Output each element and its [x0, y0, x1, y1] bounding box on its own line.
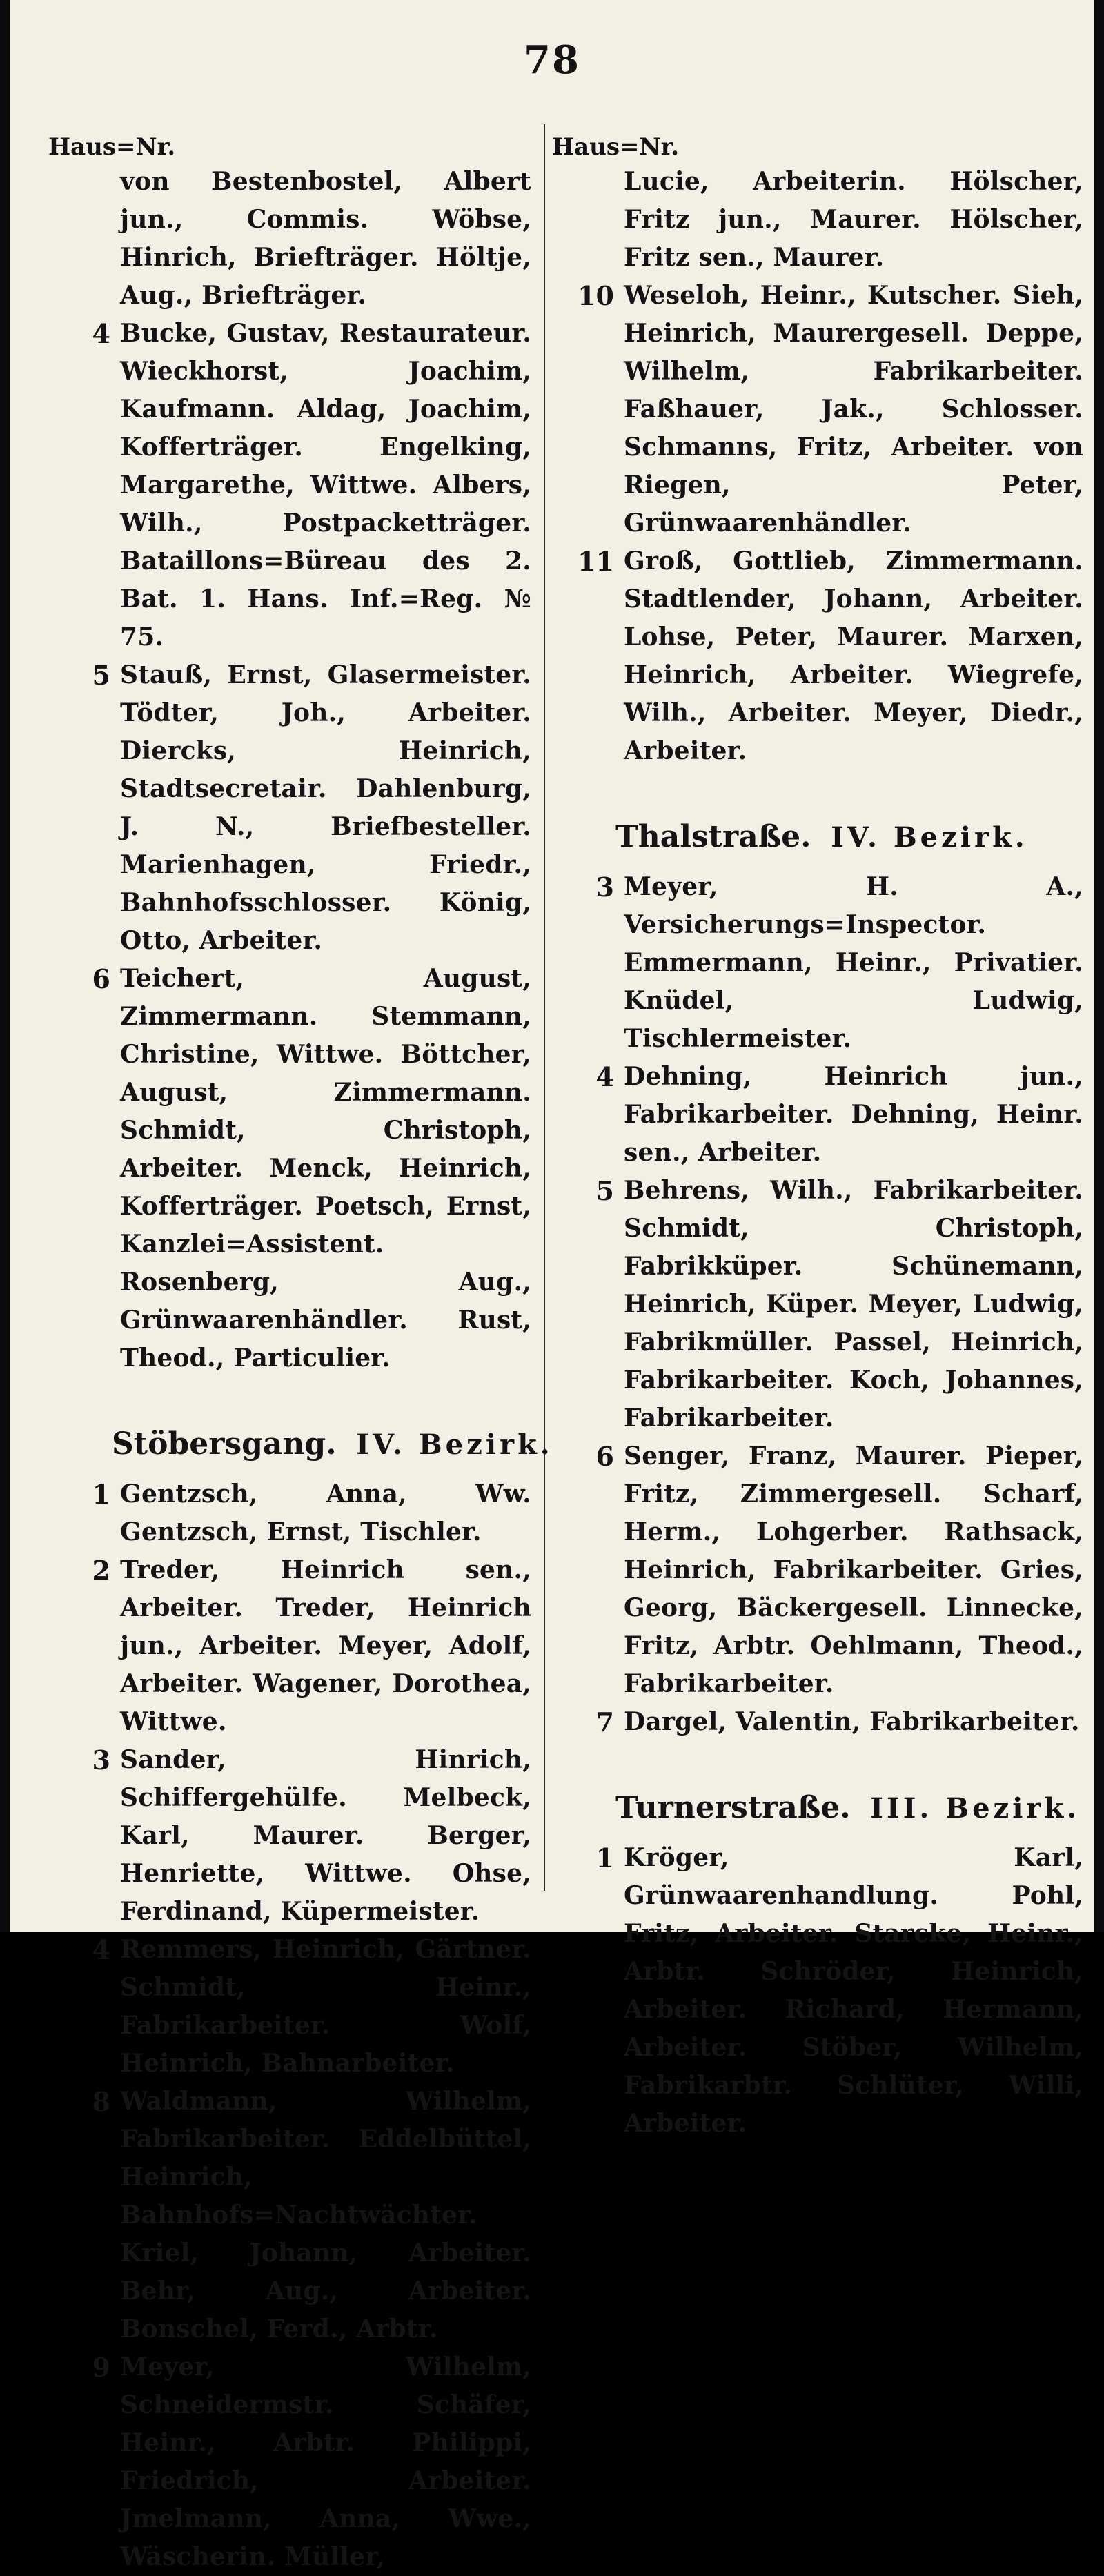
entry-text: Senger, Franz, Maurer. Pieper, Fritz, Zimmergesell. Scharf, Herm., Lohgerber. Rathsack, Heinrich, Fabrikarbeiter. Gries, Georg, Bäckergesell. Linnecke, Fritz, Arbtr. Oehlmann, Theod., Fabrikarbeiter.	[624, 1442, 1083, 1698]
house-entry	[55, 315, 531, 656]
house-entry	[55, 1551, 531, 1741]
house-number: 6	[595, 1441, 614, 1472]
entry-text: Meyer, H. A., Versicherungs=Inspector. Emmermann, Heinr., Privatier. Knüdel, Ludwig, Tischlermeister.	[624, 872, 1083, 1053]
house-number: 10	[578, 280, 614, 311]
house-number: 2	[92, 1555, 110, 1586]
house-number: 3	[595, 872, 614, 903]
house-number-header: Haus=Nr.	[552, 133, 680, 161]
street-heading	[559, 813, 1083, 861]
scan-edge-right	[1094, 0, 1104, 1932]
scan-edge-left	[0, 0, 10, 1932]
house-entry	[55, 1741, 531, 1931]
district-label: III. Bezirk.	[870, 1792, 1081, 1825]
entry-text: Weseloh, Heinr., Kutscher. Sieh, Heinrich, Maurergesell. Deppe, Wilhelm, Fabrikarbeiter. Faßhauer, Jak., Schlosser. Schmanns, Fritz, Arbeiter. von Riegen, Peter, Grünwaarenhändler.	[624, 281, 1083, 538]
house-entry	[55, 656, 531, 960]
house-entry	[559, 1058, 1083, 1172]
entry-text: Lucie, Arbeiterin. Hölscher, Fritz jun., Maurer. Hölscher, Fritz sen., Maurer.	[624, 167, 1083, 272]
district-label: IV. Bezirk.	[831, 821, 1028, 854]
house-entry	[559, 1437, 1083, 1703]
entry-text: Behrens, Wilh., Fabrikarbeiter. Schmidt, Christoph, Fabrikküper. Schünemann, Heinrich, Küper. Meyer, Ludwig, Fabrikmüller. Passel, Heinrich, Fabrikarbeiter. Koch, Johannes, Fabrikarbeiter.	[624, 1176, 1083, 1433]
house-entry	[559, 277, 1083, 542]
house-entry	[559, 868, 1083, 1058]
entry-text: Stauß, Ernst, Glasermeister. Tödter, Joh., Arbeiter. Diercks, Heinrich, Stadtsecretair. Dahlenburg, J. N., Briefbesteller. Marienhagen, Friedr., Bahnhofsschlosser. König, Otto, Arbeiter.	[120, 660, 531, 955]
entry-text: Meyer, Wilhelm, Schneidermstr. Schäfer, Heinr., Arbtr. Philippi, Friedrich, Arbeiter. Jmelmann, Anna, Wwe., Wäscherin. Müller,	[120, 2352, 531, 2571]
column-divider	[544, 124, 545, 1891]
house-number: 1	[92, 1479, 110, 1510]
house-entry	[559, 1172, 1083, 1437]
continued-entry	[55, 163, 531, 315]
entry-text: Dargel, Valentin, Fabrikarbeiter.	[624, 1707, 1080, 1736]
entry-text: Kröger, Karl, Grünwaarenhandlung. Pohl, Fritz, Arbeiter. Starcke, Heinr., Arbtr. Schröder, Heinrich, Arbeiter. Richard, Hermann, Arbeiter. Stöber, Wilhelm, Fabrikarbtr. Schlüter, Willi, Arbeiter.	[624, 1843, 1083, 2138]
entry-text: Groß, Gottlieb, Zimmermann. Stadtlender, Johann, Arbeiter. Lohse, Peter, Maurer. Marxen, Heinrich, Arbeiter. Wiegrefe, Wilh., Arbeiter. Meyer, Diedr., Arbeiter.	[624, 547, 1083, 765]
street-name: Thalstraße.	[615, 819, 811, 854]
house-number: 5	[595, 1175, 614, 1206]
house-entry	[55, 2348, 531, 2576]
house-number: 4	[92, 318, 110, 349]
house-entry	[55, 960, 531, 1377]
page-number: 78	[524, 37, 580, 83]
house-number: 5	[92, 660, 110, 691]
house-entry	[559, 1839, 1083, 2143]
entry-text: Dehning, Heinrich jun., Fabrikarbeiter. Dehning, Heinr. sen., Arbeiter.	[624, 1062, 1083, 1167]
left-column	[48, 131, 553, 2576]
house-entry	[55, 1475, 531, 1551]
entry-text: von Bestenbostel, Albert jun., Commis. Wöbse, Hinrich, Briefträger. Höltje, Aug., Briefträger.	[120, 167, 531, 310]
house-entry	[55, 2083, 531, 2348]
entry-text: Remmers, Heinrich, Gärtner. Schmidt, Heinr., Fabrikarbeiter. Wolf, Heinrich, Bahnarbeiter.	[120, 1935, 531, 2078]
house-number: 1	[595, 1842, 614, 1874]
entry-text: Waldmann, Wilhelm, Fabrikarbeiter. Eddelbüttel, Heinrich, Bahnhofs=Nachtwächter. Kriel, Johann, Arbeiter. Behr, Aug., Arbeiter. Bonschel, Ferd., Arbtr.	[120, 2087, 531, 2343]
house-number: 8	[92, 2086, 110, 2117]
street-name: Turnerstraße.	[615, 1790, 851, 1825]
street-heading	[55, 1420, 553, 1468]
right-column	[552, 131, 1083, 2143]
house-number-header: Haus=Nr.	[48, 133, 176, 161]
house-number: 7	[595, 1707, 614, 1738]
district-label: IV. Bezirk.	[356, 1428, 553, 1461]
house-number: 11	[578, 546, 614, 577]
entry-text: Gentzsch, Anna, Ww. Gentzsch, Ernst, Tischler.	[120, 1479, 531, 1546]
house-number: 9	[92, 2352, 110, 2383]
entry-text: Bucke, Gustav, Restaurateur. Wieckhorst, Joachim, Kaufmann. Aldag, Joachim, Kofferträger. Engelking, Margarethe, Wittwe. Albers, Wilh., Postpacketträger. Bataillons=Büreau des 2. Bat. 1. Hans. Inf.=Reg. № 75.	[120, 319, 531, 651]
entry-text: Teichert, August, Zimmermann. Stemmann, Christine, Wittwe. Böttcher, August, Zimmermann. Schmidt, Christoph, Arbeiter. Menck, Heinrich, Kofferträger. Poetsch, Ernst, Kanzlei=Assistent. Rosenberg, Aug., Grünwaarenhändler. Rust, Theod., Particulier.	[120, 964, 531, 1373]
continued-entry	[559, 163, 1083, 277]
house-entry	[55, 1931, 531, 2083]
street-heading	[559, 1784, 1083, 1832]
street-name: Stöbersgang.	[112, 1426, 337, 1462]
house-number: 3	[92, 1744, 110, 1776]
entry-text: Treder, Heinrich sen., Arbeiter. Treder, Heinrich jun., Arbeiter. Meyer, Adolf, Arbeiter. Wagener, Dorothea, Wittwe.	[120, 1555, 531, 1736]
house-entry	[559, 542, 1083, 770]
house-number: 4	[92, 1934, 110, 1965]
house-entry	[559, 1703, 1083, 1741]
house-number: 4	[595, 1061, 614, 1092]
entry-text: Sander, Hinrich, Schiffergehülfe. Melbeck, Karl, Maurer. Berger, Henriette, Wittwe. Ohse, Ferdinand, Küpermeister.	[120, 1745, 531, 1926]
house-number: 6	[92, 963, 110, 994]
